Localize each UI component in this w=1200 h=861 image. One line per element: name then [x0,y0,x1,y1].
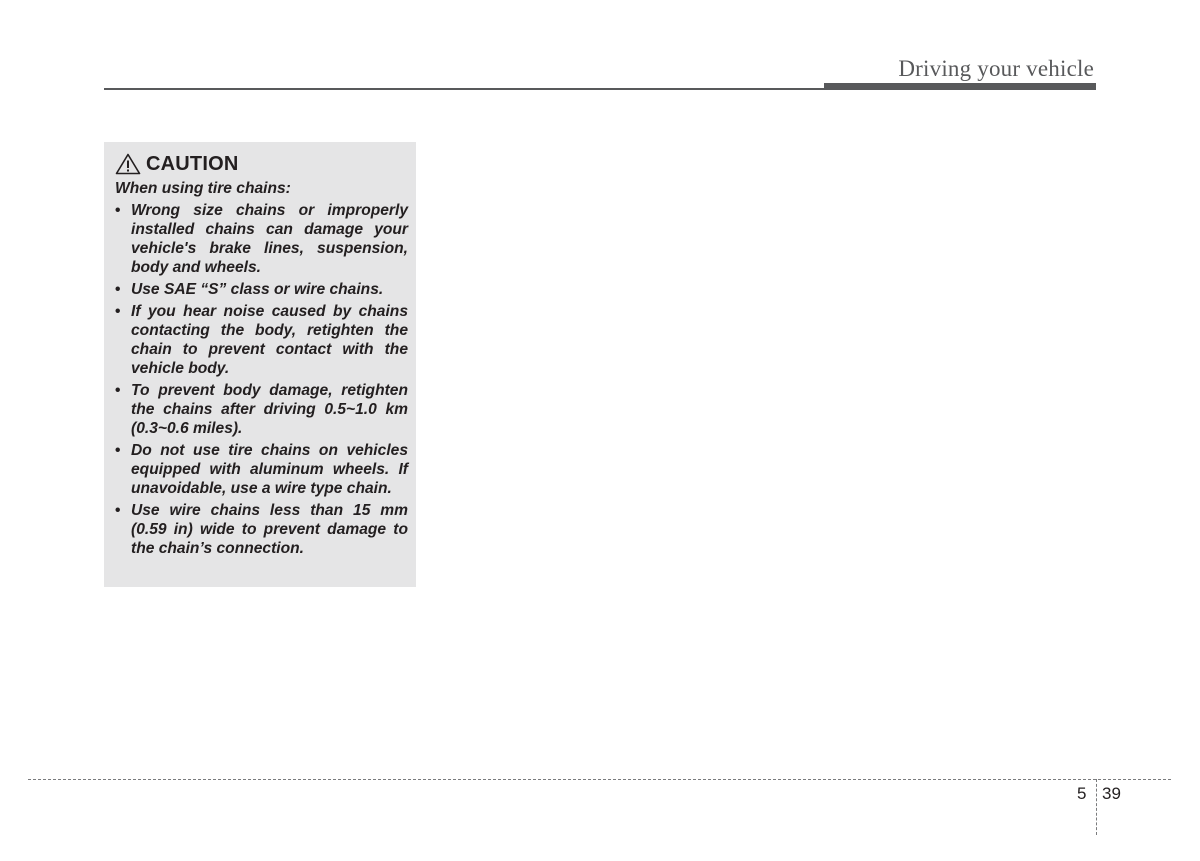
caution-title: CAUTION [146,152,239,175]
footer-dashed-rule [28,779,1171,780]
header-rule-thick [824,83,1096,90]
caution-item [115,280,408,299]
bullet-mark: • [115,502,121,519]
caution-item [115,201,408,277]
caution-item-text: To prevent body damage, retighten the chains after driving 0.5~1.0 km (0.3~0.6 miles). [131,382,408,437]
header-rule-thin [104,88,826,90]
caution-list [115,201,408,558]
bullet-mark: • [115,442,121,459]
bullet-mark: • [115,281,121,298]
running-header-title: Driving your vehicle [898,56,1094,81]
bullet-mark: • [115,303,121,320]
chapter-number: 5 [1077,784,1087,803]
caution-item [115,441,408,498]
page-number: 39 [1102,784,1121,803]
caution-item-text: Do not use tire chains on vehicles equipped with aluminum wheels. If unavoidable, use a wire type chain. [131,442,408,497]
warning-triangle-icon [115,153,141,175]
caution-item [115,302,408,378]
caution-item-text: Use SAE “S” class or wire chains. [131,281,384,298]
bullet-mark: • [115,202,121,219]
caution-item [115,501,408,558]
caution-item-text: Use wire chains less than 15 mm (0.59 in) wide to prevent damage to the chain’s connection. [131,502,408,557]
caution-heading [115,151,408,177]
caution-item-text: If you hear noise caused by chains contacting the body, retighten the chain to prevent contact with the vehicle body. [131,303,408,377]
page-number-divider [1096,779,1097,835]
caution-item-text: Wrong size chains or improperly installed chains can damage your vehicle's brake lines, suspension, body and wheels. [131,202,408,276]
bullet-mark: • [115,382,121,399]
caution-item [115,381,408,438]
caution-box [104,142,416,587]
caution-intro: When using tire chains: [115,180,291,197]
